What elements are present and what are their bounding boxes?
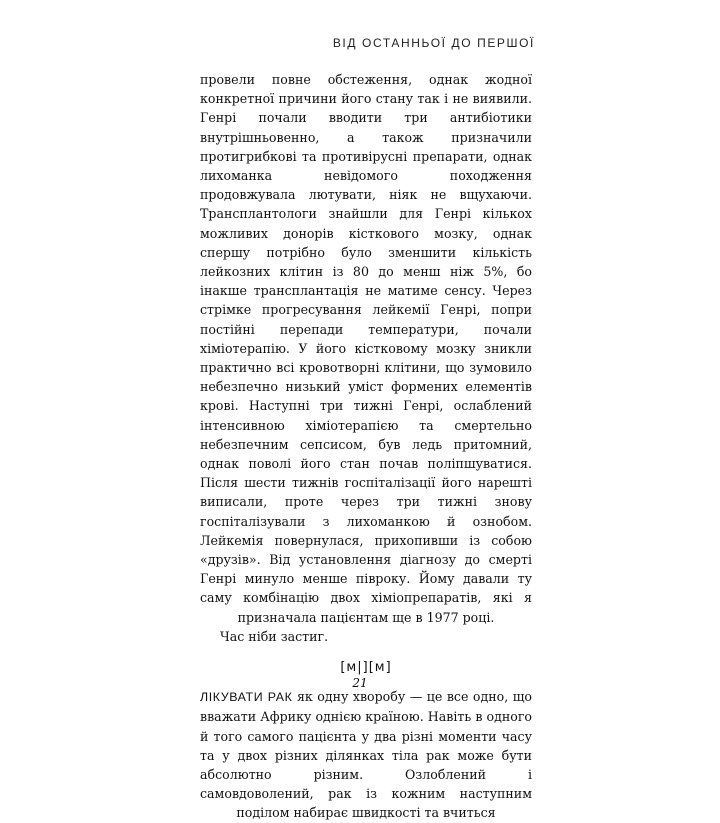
paragraph-1: провели повне обстеження, однак жодної конкретної причини його стану так і не виявили. Генрі почали вводити три антибіотики внутрішньовенно, а також призначили протигрибкові та противірусні препарати, однак лихоманка невідомого походження продовжувала лютувати, ніяк не вщухаючи. Трансплантологи знайшли для Генрі кількох можливих донорів кісткового мозку, однак спершу потрібно було зменшити кількість лейкозних клітин із 80 до менш ніж 5%, бо інакше трансплантація не матиме сенсу. Через стрімке прогресування лейкемії Генрі, попри постійні перепади температури, почали хіміотерапію. У його кістковому мозку зникли практично всі кровотворні клітини, що зумовило небезпечно низький уміст формених елементів крові. Наступні три тижні Генрі, ослаблений інтенсивною хіміотерапією та смертельно небезпечним сепсисом, був ледь притомний, однак поволі його стан почав поліпшуватися. Після шести тижнів госпіталізації його нарешті виписали, проте через три тижні знову госпіталізували з лихоманкою й ознобом. Лейкемія повернулася, прихопивши із собою «друзів». Від установлення діагнозу до смерті Генрі минуло менше півроку. Йому давали ту саму комбінацію двох хіміопрепаратів, які я призначала пацієнтам ще в 1977 році. bbox=[200, 72, 532, 625]
paragraph-2: Час ніби застиг. bbox=[220, 628, 329, 644]
paragraph-3-text: як одну хворобу — це все одно, що вважати Африку однією країною. Навіть в одного й того самого пацієнта у два різні моменти часу та у двох різних ділянках тіла рак може бути абсолютно різним. Озлоблений і самовдоволений, рак із кожним наступним поділом набирає швидкості та вчиться bbox=[200, 689, 532, 821]
page-number: 21 bbox=[352, 676, 368, 690]
section-lead: ЛІКУВАТИ РАК bbox=[200, 690, 293, 705]
paragraph-3 bbox=[200, 687, 532, 822]
section-ornament: [ᴍ|][ᴍ] bbox=[340, 660, 392, 676]
body-text bbox=[200, 70, 532, 823]
running-header: ВІД ОСТАННЬОЇ ДО ПЕРШОЇ bbox=[332, 36, 535, 50]
